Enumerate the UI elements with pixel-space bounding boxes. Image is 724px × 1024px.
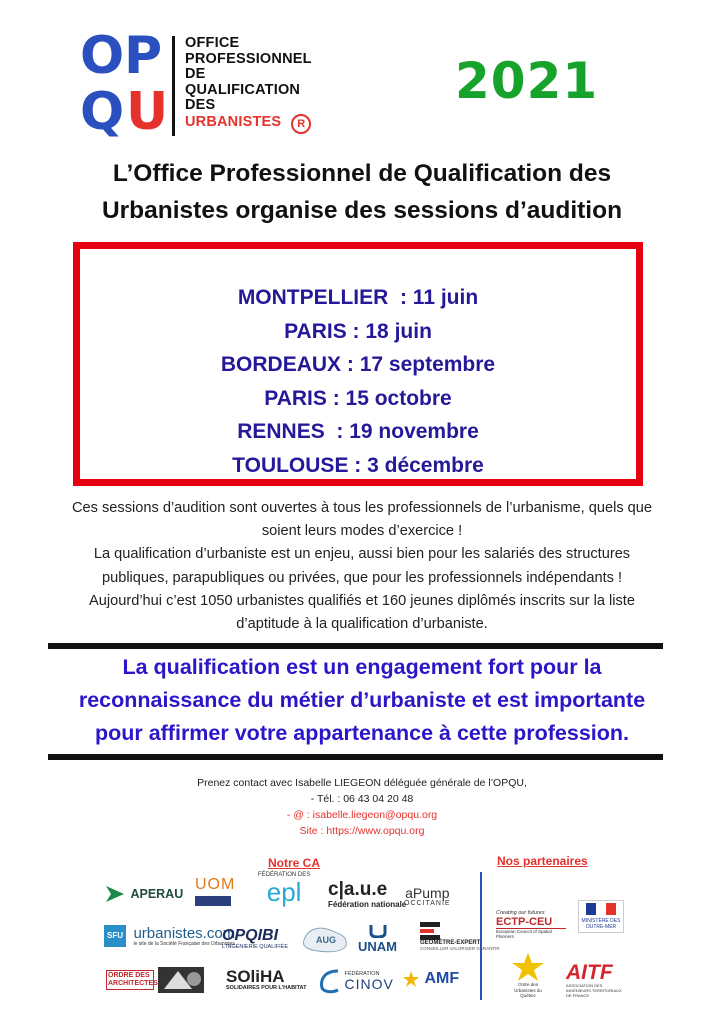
caue-text: c|a.u.e bbox=[328, 879, 388, 900]
title-line: L’Office Professionnel de Qualification des bbox=[112, 160, 612, 187]
opqibi-text: OPQIBI bbox=[222, 927, 279, 944]
caue-sub: Fédération nationale bbox=[328, 900, 407, 909]
unam-logo bbox=[358, 924, 397, 956]
year-label: 2021 bbox=[455, 52, 599, 110]
uom-logo bbox=[195, 876, 235, 906]
cinov-top: FÉDÉRATION bbox=[344, 971, 380, 977]
highlight-line: La qualification est un engagement fort pour la bbox=[122, 655, 602, 679]
logo-line: DES bbox=[185, 97, 216, 114]
logo-line: DE bbox=[185, 66, 206, 83]
aitf-sub: ASSOCIATION DES INGÉNIEURS TERRITORIAUX DE FRANCE bbox=[566, 983, 622, 998]
sfu-icon: SFU bbox=[104, 925, 126, 947]
cinov-logo bbox=[318, 968, 394, 994]
aperau-logo bbox=[104, 884, 183, 904]
uom-text: UOM bbox=[195, 876, 236, 893]
session-item: PARIS : 18 juin bbox=[284, 319, 432, 343]
cinov-icon bbox=[318, 968, 340, 994]
epl-top: FÉDÉRATION DES bbox=[258, 872, 311, 878]
geometre-icon bbox=[420, 922, 440, 940]
logo-divider bbox=[172, 36, 175, 136]
body-line: publiques, parapubliques ou privées, que pour les professionnels indépendants ! bbox=[101, 569, 623, 586]
epl-text: epl bbox=[266, 877, 302, 907]
epl-logo bbox=[258, 872, 310, 906]
contact-phone: - Tél. : 06 43 04 20 48 bbox=[310, 793, 414, 805]
sessions-list bbox=[80, 281, 636, 482]
session-item: RENNES : 19 novembre bbox=[237, 420, 479, 443]
soliha-logo bbox=[226, 968, 306, 991]
session-item: PARIS : 15 octobre bbox=[264, 386, 452, 410]
logo-urbanistes: URBANISTES bbox=[185, 113, 282, 130]
logo-line: PROFESSIONNEL bbox=[185, 50, 312, 67]
body-line: d’aptitude à la qualification d’urbaniste. bbox=[236, 616, 488, 633]
caue-logo bbox=[328, 880, 406, 909]
logo-line: QUALIFICATION bbox=[185, 81, 301, 98]
aug-text: AUG bbox=[316, 935, 336, 945]
body-line: Ces sessions d’audition sont ouvertes à tous les professionnels de l’urbanisme, quels que bbox=[71, 500, 653, 516]
amf-logo bbox=[402, 970, 459, 988]
body-line: La qualification d’urbaniste est un enjeu, aussi bien pour les salariés des structures bbox=[93, 546, 631, 563]
apump-sub: OCCITANIE bbox=[404, 900, 451, 907]
geometre-sub: CONSEILLER VALORISER GARANTIR bbox=[420, 946, 500, 951]
sessions-box bbox=[73, 242, 643, 486]
body-line: Aujourd’hui c’est 1050 urbanistes qualifiés et 160 jeunes diplômés inscrits sur la liste bbox=[89, 592, 635, 609]
urbanistes-sub: le site de la Société Française des Urbanistes bbox=[133, 940, 235, 947]
contact-intro: Prenez contact avec Isabelle LIEGEON déléguée générale de l’OPQU, bbox=[197, 777, 527, 789]
ministere-text: MINISTÈRE DES OUTRE-MER bbox=[581, 918, 621, 930]
aug-logo bbox=[300, 922, 352, 961]
aitf-text: AITF bbox=[566, 961, 613, 984]
body-line: soient leurs modes d’exercice ! bbox=[261, 523, 463, 540]
ca-heading: Notre CA bbox=[268, 856, 321, 870]
ministere-logo bbox=[578, 900, 624, 933]
opqibi-sub: L’INGÉNIERIE QUALIFIÉE bbox=[222, 944, 289, 950]
logo-letter-o: O bbox=[80, 26, 122, 86]
logo-letter-q: Q bbox=[80, 82, 122, 142]
session-item: MONTPELLIER : 11 juin bbox=[237, 286, 479, 309]
highlight-line: pour affirmer votre appartenance à cette profession. bbox=[94, 721, 630, 745]
ectp-logo bbox=[496, 910, 566, 939]
highlight-statement bbox=[20, 651, 704, 750]
oeq-text: Ordre des Urbanistes du Québec bbox=[514, 982, 542, 998]
ordre-shape-icon bbox=[158, 967, 204, 993]
soliha-sub: SOLIDAIRES POUR L’HABITAT bbox=[226, 985, 307, 991]
cinov-text: CINOV bbox=[344, 976, 394, 992]
title-line: Urbanistes organise des sessions d’audition bbox=[101, 197, 623, 224]
urbanistes-text: urbanistes.com bbox=[133, 924, 236, 942]
marianne-flag-icon bbox=[586, 903, 616, 915]
logo-line: OFFICE bbox=[185, 35, 240, 51]
logo-wordmark bbox=[185, 36, 312, 134]
geometre-logo bbox=[420, 922, 500, 951]
sfu-logo bbox=[104, 925, 235, 947]
aperau-icon bbox=[104, 884, 126, 904]
unam-text: UNAM bbox=[358, 939, 397, 954]
divider-bottom bbox=[48, 754, 663, 760]
divider-top bbox=[48, 643, 663, 649]
ectp-top: Creating our futures bbox=[496, 910, 545, 916]
amf-star-icon bbox=[402, 970, 420, 988]
ectp-text: ECTP-CEU bbox=[496, 916, 566, 929]
opqibi-logo bbox=[222, 928, 288, 950]
aitf-logo bbox=[566, 962, 624, 998]
geometre-text: GÉOMÈTRE-EXPERT bbox=[420, 940, 481, 946]
partners-heading: Nos partenaires bbox=[497, 854, 588, 868]
ectp-sub: European Council of Spatial Planners bbox=[496, 929, 552, 939]
contact-email-link[interactable]: - @ : isabelle.liegeon@opqu.org bbox=[286, 809, 438, 821]
oeq-logo bbox=[508, 952, 548, 999]
logo-line-red bbox=[185, 114, 312, 134]
oeq-star-icon bbox=[510, 952, 546, 982]
logo-letter-u: U bbox=[126, 82, 166, 142]
registered-icon: R bbox=[291, 114, 311, 134]
contact-block bbox=[100, 775, 624, 839]
apump-text: aPump bbox=[405, 885, 450, 901]
uom-bar bbox=[195, 896, 231, 906]
contact-site-link[interactable]: Site : https://www.opqu.org bbox=[299, 825, 425, 837]
ordre-architectes-logo bbox=[106, 967, 204, 993]
amf-text: AMF bbox=[424, 970, 460, 987]
soliha-text: SOliHA bbox=[226, 967, 285, 986]
session-item: BORDEAUX : 17 septembre bbox=[220, 353, 496, 376]
session-item: TOULOUSE : 3 décembre bbox=[232, 453, 484, 477]
ordre-text: ORDRE DES ARCHITECTES bbox=[106, 970, 154, 990]
page-title bbox=[40, 155, 684, 229]
body-paragraph bbox=[20, 497, 704, 636]
highlight-line: reconnaissance du métier d’urbaniste et est importante bbox=[78, 688, 646, 712]
aperau-text: APERAU bbox=[130, 887, 184, 901]
unam-icon bbox=[368, 924, 388, 938]
opqu-logo bbox=[80, 26, 170, 142]
apump-logo bbox=[404, 886, 451, 907]
logo-letter-p: P bbox=[124, 26, 160, 86]
